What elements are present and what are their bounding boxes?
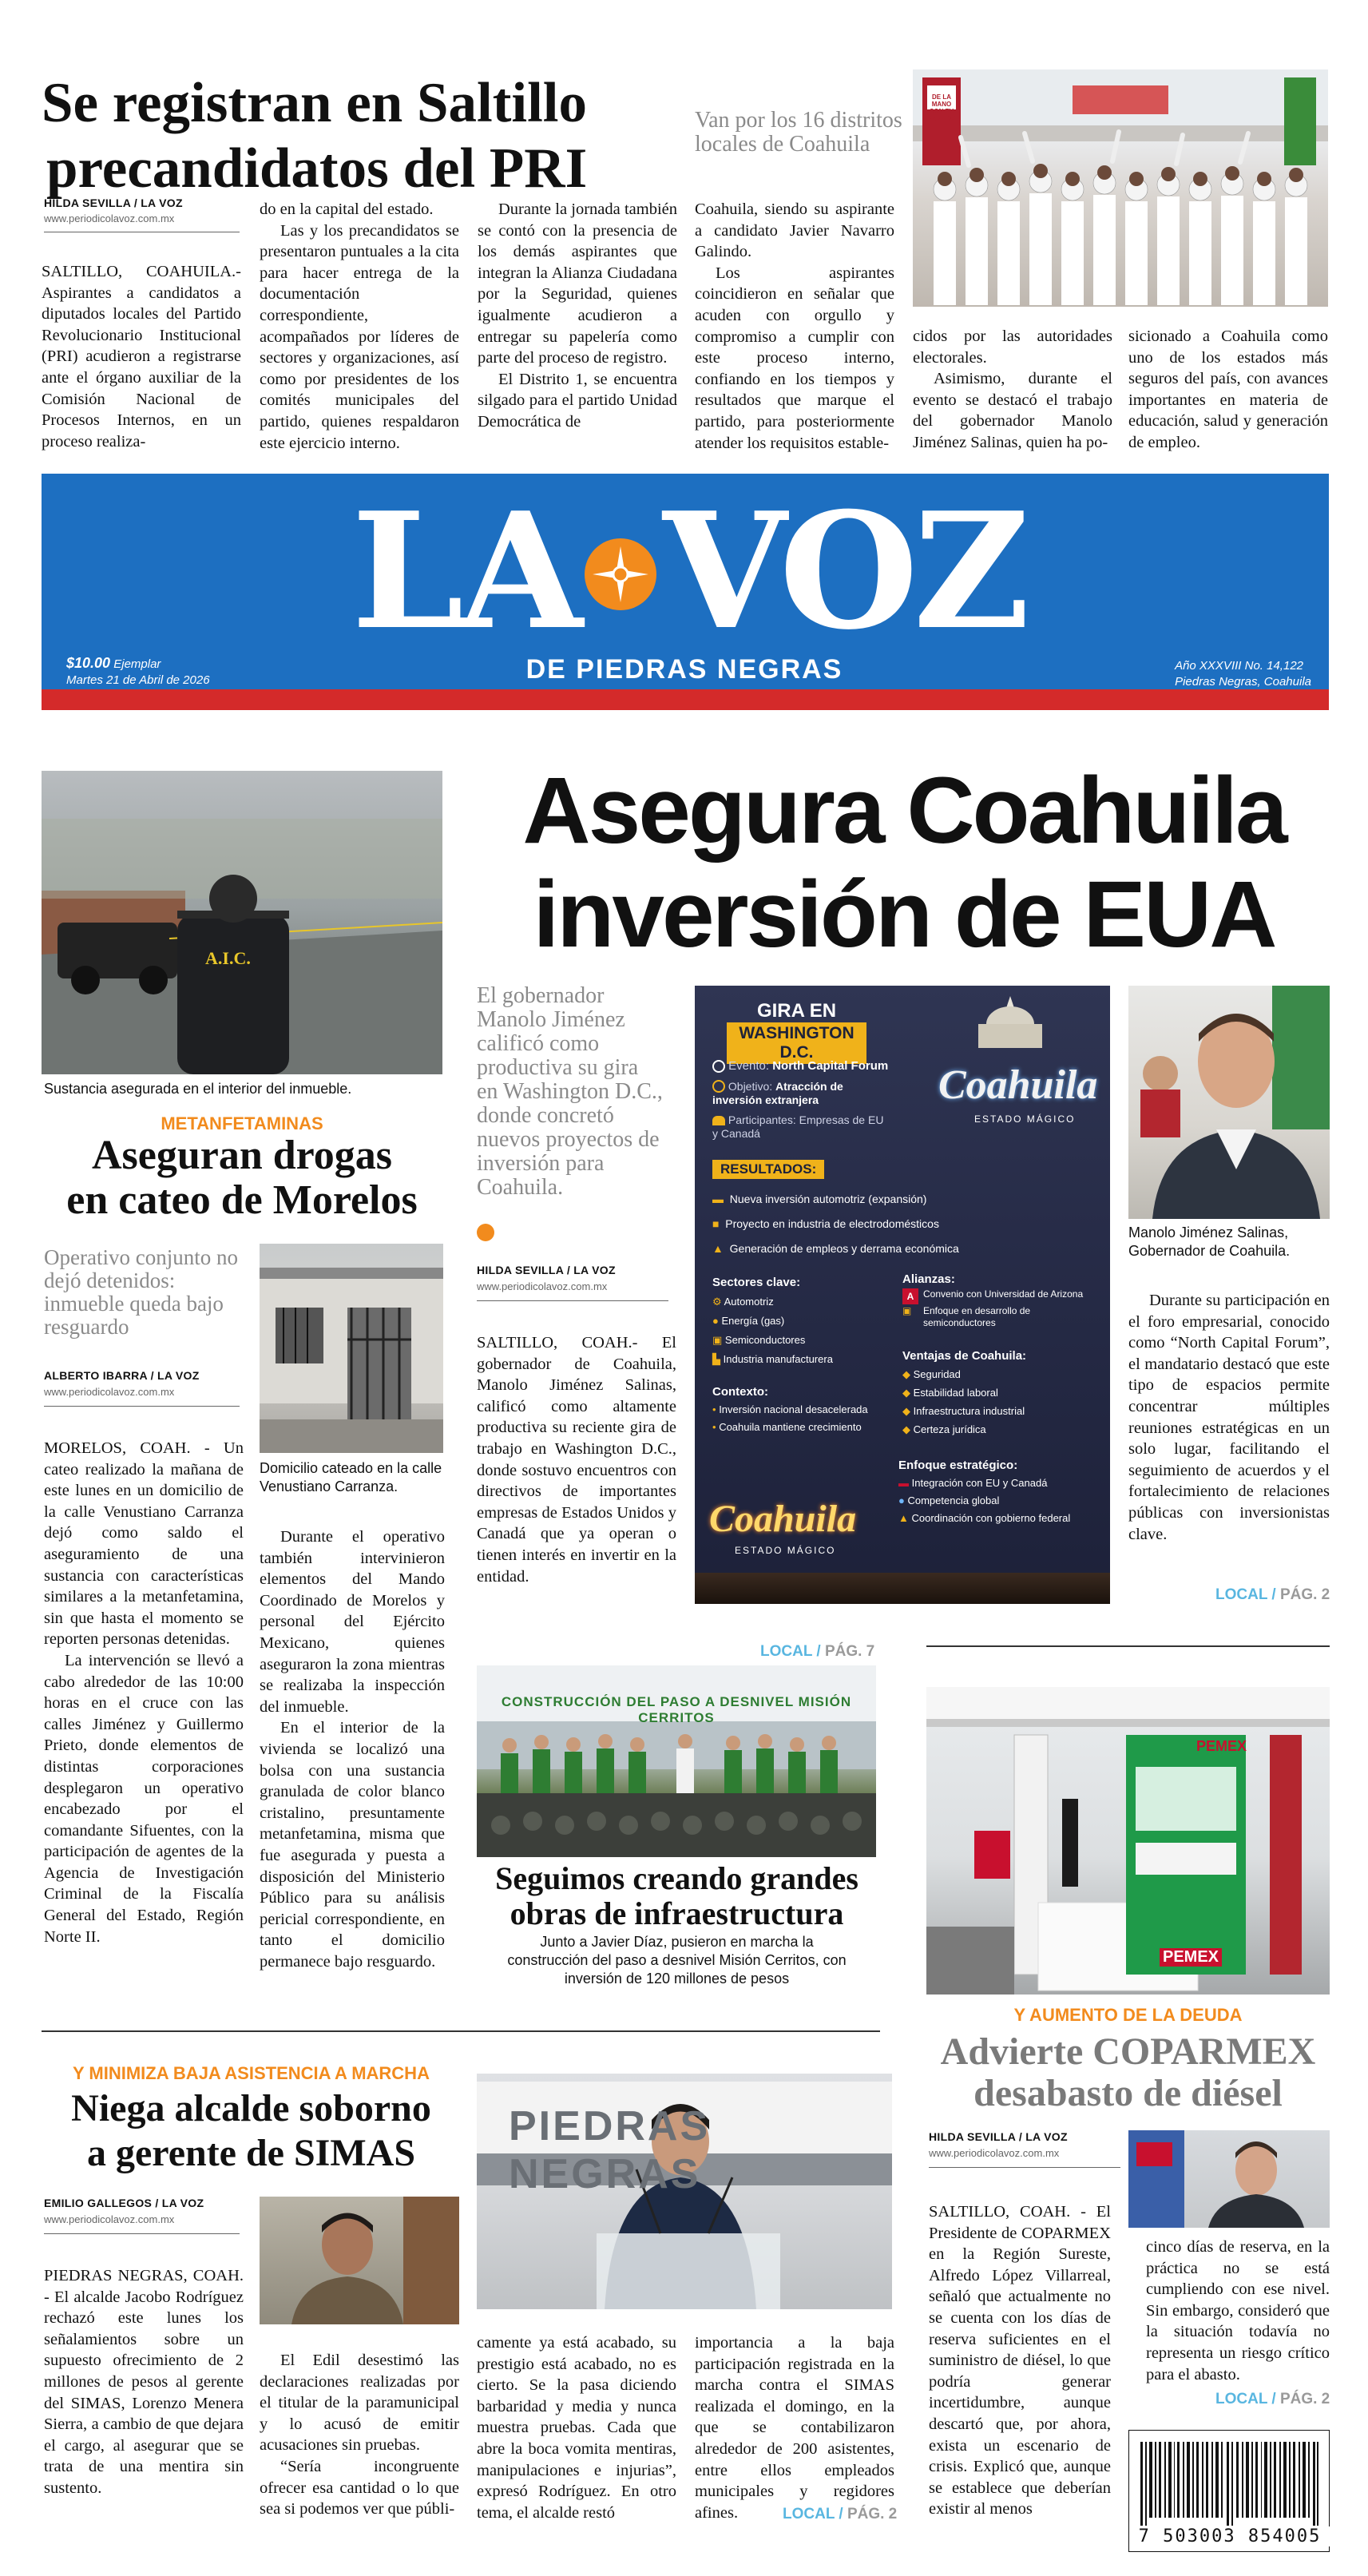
masthead-title-voz: VOZ <box>662 478 1025 665</box>
diesel-headline-line2: desabasto de diésel <box>973 2072 1283 2114</box>
globe-icon <box>712 1060 725 1073</box>
sector-item: ▙ Industria manufacturera <box>712 1353 833 1365</box>
drugs-url[interactable]: www.periodicolavoz.com.mx <box>44 1386 175 1398</box>
sector-item: ▣ Semiconductores <box>712 1334 806 1346</box>
left-column-divider <box>459 771 460 2017</box>
ventaja-item: ◆ Seguridad <box>902 1368 961 1380</box>
infographic-evento-label: Evento: <box>728 1059 770 1073</box>
top-col2: do en la capital del estado. Las y los precandidatos se presentaron puntuales a la cita para hacer entrega de la documentación correspondiente, acompañados por líderes de sectores y organizaciones, así como por presidentes de los comités municipales del partido, quienes respaldaron este ejercicio interno. <box>260 200 459 452</box>
drugs-headline-line2: en cateo de Morelos <box>66 1177 418 1223</box>
masthead-issue-block <box>1175 658 1311 690</box>
top-col6: sicionado a Coahuila como uno de los estados más seguros del país, con avances importantes en materia de educación, salud y generación de empleo. <box>1128 327 1328 451</box>
masthead-subtitle: DE PIEDRAS NEGRAS <box>525 654 843 685</box>
diesel-section-link[interactable]: LOCAL / PÁG. 2 <box>1215 2391 1330 2407</box>
alianzas-title: Alianzas: <box>902 1272 955 1286</box>
infographic-contexto <box>712 1385 884 1435</box>
top-headline[interactable] <box>42 70 680 201</box>
masthead-issue: Año XXXVIII No. 14,122 <box>1175 659 1303 673</box>
simas-byline: EMILIO GALLEGOS / LA VOZ <box>44 2197 204 2209</box>
pri-photo-banner: DE LA MANO CON TU PARTIDO <box>927 93 956 122</box>
drugs-headline-line1: Aseguran drogas <box>91 1133 393 1178</box>
pemex-pump-photo <box>926 1687 1330 1995</box>
growth-icon: ▲ <box>712 1242 724 1255</box>
masthead-date: Martes 21 de Abril de 2026 <box>66 673 210 687</box>
chip-icon: ▣ <box>902 1305 912 1316</box>
mayor-photo-banner: PIEDRAS NEGRAS <box>509 2103 711 2197</box>
factory-icon: ▙ <box>712 1353 720 1365</box>
infra-headline-line1: Seguimos creando grandes <box>495 1860 858 1896</box>
masthead-red-stripe <box>42 689 1329 710</box>
pemex-top-label: PEMEX <box>1196 1738 1247 1754</box>
main-body: SALTILLO, COAH.- El gobernador de Coahuila, Manolo Jiménez Salinas, calificó como altamente productiva su reciente gira de trabajo en Washington D.C., donde sostuvo encuentros con directivos de importantes empresas de Estados Unidos y Canadá que ya operan o tienen interés en invertir en la entidad. <box>477 1334 676 1586</box>
globe-icon: ● <box>898 1494 905 1506</box>
house-photo <box>260 1244 443 1453</box>
diesel-url[interactable]: www.periodicolavoz.com.mx <box>929 2147 1060 2159</box>
main-deck: El gobernador Manolo Jiménez calificó como productiva su gira en Washington D.C., donde concretó nuevos proyectos de inversión para Coahuila. <box>477 983 663 1200</box>
top-deck: Van por los 16 distritos locales de Coahuila <box>695 108 902 157</box>
simas-headline-line2: a gerente de SIMAS <box>86 2132 416 2174</box>
infra-event-photo <box>477 1665 876 1857</box>
drugs-col2: Durante el operativo también intervinieron elementos del Mando Coordinado de Morelos y personal del Ejército Mexicano, quienes aseguraron la zona mientras se realizaba la inspección del inmueble. En el interior de la vivienda se localizó una bolsa con una sustancia granulada de color blanco cristalino, presuntamente metanfetamina, misma que fue asegurada y puesta a disposición del Ministerio Público para su análisis pericial correspondiente, en tanto el domicilio permanece bajo resguardo. <box>260 1528 445 1971</box>
infra-headline[interactable] <box>471 1861 882 1931</box>
contexto-item: • Coahuila mantiene crecimiento <box>712 1421 862 1433</box>
drugs-photo-caption: Sustancia asegurada en el interior del inmueble. <box>44 1081 352 1097</box>
infographic-sectores <box>712 1273 884 1369</box>
orange-dot-icon <box>477 1224 494 1241</box>
diesel-kicker: Y AUMENTO DE LA DEUDA <box>1013 2005 1243 2025</box>
aic-agent-photo <box>42 771 442 1074</box>
barcode <box>1128 2430 1330 2552</box>
drugs-col1: MORELOS, COAH. - Un cateo realizado la mañana de este lunes en un domicilio de la calle Venustiano Carranza dejó como saldo el aseguramiento de una sustancia con características similares a la metanfetamina, sin que hasta el momento se reporten personas detenidas. La intervención se llevó a cabo alrededor de las 10:00 horas en el cruce con las calles Jiménez y Guillermo Prieto, donde elementos de distintas corporaciones desplegaron un operativo encabezado por el comandante Sifuentes, con la participación de agentes de la Agencia de Investigación Criminal de la Fiscalía General del Estado, Región Norte II. <box>44 1439 244 1946</box>
masthead-price: $10.00 <box>66 655 111 671</box>
main-byline-rule <box>477 1300 668 1301</box>
top-headline-line1: Se registran en Saltillo <box>42 72 588 134</box>
infra-headline-line2: obras de infraestructura <box>510 1895 844 1931</box>
top-col4: Coahuila, siendo su aspirante a candidato Javier Navarro Galindo. Los aspirantes coincidieron en señalar que acuden con orgullo y compromiso a cumplir con este proceso interno, confiando en los tiempos y resultados que marque el partido, para posteriormente atender los requisitos estable- <box>695 200 894 452</box>
infographic-participantes: Empresas de EU y Canadá <box>712 1113 884 1140</box>
infographic-alianzas <box>902 1273 1102 1329</box>
government-icon: ▲ <box>898 1512 909 1524</box>
diesel-byline-rule <box>929 2167 1120 2168</box>
diesel-headline[interactable] <box>926 2031 1330 2114</box>
infographic-enfoque <box>898 1457 1106 1527</box>
main-byline: HILDA SEVILLA / LA VOZ <box>477 1264 616 1276</box>
drugs-byline: ALBERTO IBARRA / LA VOZ <box>44 1369 200 1382</box>
main-headline-line1: Asegura Coahuila <box>522 758 1286 863</box>
infra-section-link[interactable]: LOCAL / PÁG. 7 <box>760 1643 875 1660</box>
simas-headline-line1: Niega alcalde soborno <box>71 2087 431 2129</box>
alianza-item: ▣ Enfoque en desarrollo de semiconductores <box>902 1305 1031 1328</box>
pemex-bottom-label: PEMEX <box>1160 1948 1222 1967</box>
mayor-podium-photo <box>477 2074 892 2309</box>
simas-col3: camente ya está acabado, su prestigio está acabado, no es cierto. Se la pasa diciendo barbaridad y media y nunca muestra pruebas. Cada que abre la boca vomita mentiras, manipulaciones e injurias”, expresó Rodríguez. En otro tema, el alcalde restó <box>477 2334 676 2522</box>
infographic-event-row <box>712 1059 888 1073</box>
barcode-number: 7 503003 854005 <box>1129 2526 1330 2546</box>
building-icon: ◆ <box>902 1405 910 1417</box>
barcode-bars-icon <box>1140 2442 1319 2526</box>
diesel-col2: cinco días de reserva, en la práctica no se está cumpliendo con ese nivel. Sin embargo, consideró que la situación todavía no representa un riesgo crítico para el abasto. <box>1146 2238 1330 2383</box>
infographic-brand-sub-top: ESTADO MÁGICO <box>974 1113 1076 1125</box>
shield-icon: ◆ <box>902 1368 910 1380</box>
infographic-objective-row <box>712 1080 888 1107</box>
masthead-title <box>313 478 1064 665</box>
resultado-item: ■ Proyecto en industria de electrodomésticos <box>712 1217 939 1230</box>
drugs-kicker: METANFETAMINAS <box>161 1113 323 1133</box>
menera-photo <box>260 2197 459 2324</box>
masthead-title-la: LA <box>351 478 578 665</box>
infographic-brand-top: Coahuila <box>938 1062 1098 1108</box>
infographic-resultados-list <box>712 1187 1088 1261</box>
aic-vest-label: A.I.C. <box>205 948 251 968</box>
infographic-objetivo: Atracción de inversión extranjera <box>712 1080 843 1106</box>
contexto-item: • Inversión nacional desacelerada <box>712 1403 868 1415</box>
drugs-headline[interactable] <box>42 1133 442 1223</box>
car-icon: ▬ <box>712 1193 724 1205</box>
masthead-price-block <box>66 655 210 689</box>
sectores-title: Sectores clave: <box>712 1276 801 1289</box>
infographic-participantes-label: Participantes: <box>728 1113 796 1126</box>
enfoque-item: ● Competencia global <box>898 1494 1000 1506</box>
main-headline-line2: inversión de EUA <box>533 862 1275 967</box>
washington-infographic[interactable] <box>695 986 1110 1604</box>
simas-col1: PIEDRAS NEGRAS, COAH. - El alcalde Jacobo Rodríguez rechazó este lunes los señalamientos sobre un supuesto ofrecimiento de 2 millones de pesos al gerente del SIMAS, Lorenzo Menera Sierra, a cambio de que dejara el cargo, al asegurar que se trata de una mentira sin sustento. <box>44 2267 244 2497</box>
infographic-resultados-title: RESULTADOS: <box>712 1160 824 1179</box>
top-byline: HILDA SEVILLA / LA VOZ <box>44 196 183 209</box>
ventaja-item: ◆ Certeza jurídica <box>902 1423 986 1435</box>
top-headline-line2: precandidatos del PRI <box>46 137 588 200</box>
top-url[interactable]: www.periodicolavoz.com.mx <box>44 212 175 224</box>
governor-caption: Manolo Jiménez Salinas, Gobernador de Coahuila. <box>1128 1224 1291 1259</box>
resultado-item: ▬ Nueva inversión automotriz (expansión) <box>712 1193 927 1205</box>
handshake-icon: ◆ <box>902 1387 910 1399</box>
main-right-col: Durante su participación en el foro empresarial, conocido como “North Capital Forum”, el mandatario destacó que este tipo de espacios permite concentrar múltiples reuniones estratégicas en un solo lugar, facilitando el seguimiento de acuerdos y el fortalecimiento de relaciones públicas con inversionistas clave. <box>1128 1292 1330 1543</box>
resultado-item: ▲ Generación de empleos y derrama económica <box>712 1242 959 1255</box>
contexto-title: Contexto: <box>712 1385 768 1399</box>
infographic-title-line1: GIRA EN <box>756 1000 837 1022</box>
masthead[interactable] <box>42 474 1329 710</box>
infra-summary: Junto a Javier Díaz, pusieron en marcha la construcción del paso a desnivel Misión Cerritos, con inversión de 120 millones de pesos <box>507 1934 847 1987</box>
capitol-dome-icon <box>966 992 1054 1048</box>
target-icon <box>712 1080 725 1093</box>
coparmex-photo <box>1128 2130 1330 2228</box>
infographic-skyline <box>695 1573 1110 1604</box>
top-col1: SALTILLO, COAHUILA.- Aspirantes a candidatos a diputados locales del Partido Revolucionario Institucional (PRI) acudieron a registrarse ante el órgano auxiliar de la Comisión Nacional de Procesos Internos, en un proceso realiza- <box>42 263 241 451</box>
scales-icon: ◆ <box>902 1423 910 1435</box>
simas-col2: El Edil desestimó las declaraciones realizadas por el titular de la paramunicipal y lo acusó de emitir acusaciones sin pruebas. “Sería incongruente ofrecer esa cantidad o lo que sea si podemos ver que públi- <box>260 2352 459 2518</box>
enfoque-item: ▬ Integración con EU y Canadá <box>898 1477 1048 1489</box>
alianza-item: A Convenio con Universidad de Arizona <box>902 1288 1102 1300</box>
main-url[interactable]: www.periodicolavoz.com.mx <box>477 1280 608 1292</box>
main-bottom-rule <box>926 1645 1330 1647</box>
drugs-deck: Operativo conjunto no dejó detenidos: inmueble queda bajo resguardo <box>44 1245 238 1339</box>
infographic-ventajas <box>902 1347 1102 1439</box>
diesel-headline-line1: Advierte COPARMEX <box>940 2030 1316 2073</box>
house-photo-caption: Domicilio cateado en la calle Venustiano Carranza. <box>260 1460 442 1494</box>
drugs-byline-rule <box>44 1406 240 1407</box>
enfoque-title: Enfoque estratégico: <box>898 1459 1018 1472</box>
infographic-brand-sub-bottom: ESTADO MÁGICO <box>735 1545 836 1556</box>
infographic-brand-bottom: Coahuila <box>709 1498 857 1540</box>
infographic-title <box>727 1000 866 1064</box>
ventaja-item: ◆ Infraestructura industrial <box>902 1405 1025 1417</box>
diesel-col1: SALTILLO, COAH. - El Presidente de COPARMEX en la Región Sureste, Alfredo López Villarreal, señaló que actualmente no se cuenta con los días de reserva suficientes en el suministro de diésel, lo que podría generar incertidumbre, aunque descartó que, por ahora, exista un escenario de crisis. Explicó que, aunque se establece que deberían existir al menos <box>929 2203 1111 2518</box>
gear-icon: ⚙ <box>712 1296 722 1308</box>
top-col5: cidos por las autoridades electorales. Asimismo, durante el evento se destacó el trabajo del gobernador Manolo Jiménez Salinas, quien ha po- <box>913 327 1112 451</box>
university-icon: A <box>902 1288 918 1304</box>
simas-col4: importancia a la baja participación registrada en la marcha contra el SIMAS realizada el domingo, en la que se contabilizaron alrededor de 200 asistentes, entre ellos empleados municipales y regidores afines. <box>695 2334 894 2522</box>
simas-top-rule <box>42 2030 880 2032</box>
people-icon <box>712 1116 725 1125</box>
pri-event-photo <box>913 69 1328 307</box>
flame-icon: ● <box>712 1315 719 1327</box>
sector-item: ● Energía (gas) <box>712 1315 785 1327</box>
chip-icon: ▣ <box>712 1334 723 1346</box>
simas-byline-rule <box>44 2233 240 2234</box>
infra-photo-banner: CONSTRUCCIÓN DEL PASO A DESNIVEL MISIÓN CERRITOS <box>501 1694 852 1725</box>
simas-url[interactable]: www.periodicolavoz.com.mx <box>44 2213 175 2225</box>
masthead-location: Piedras Negras, Coahuila <box>1175 675 1311 689</box>
enfoque-item: ▲ Coordinación con gobierno federal <box>898 1512 1071 1524</box>
simas-kicker: Y MINIMIZA BAJA ASISTENCIA A MARCHA <box>73 2063 430 2083</box>
ventajas-title: Ventajas de Coahuila: <box>902 1349 1027 1363</box>
ventaja-item: ◆ Estabilidad laboral <box>902 1387 998 1399</box>
flag-icon: ▬ <box>898 1477 909 1489</box>
infographic-objetivo-label: Objetivo: <box>728 1080 773 1093</box>
masthead-price-label: Ejemplar <box>113 657 161 671</box>
main-headline[interactable] <box>473 759 1335 966</box>
governor-photo <box>1128 986 1330 1219</box>
infographic-title-line2: WASHINGTON D.C. <box>727 1022 866 1064</box>
infographic-participants-row <box>712 1113 888 1141</box>
simas-headline[interactable] <box>42 2086 461 2176</box>
main-section-link[interactable]: LOCAL / PÁG. 2 <box>1215 1586 1330 1603</box>
top-col3: Durante la jornada también se contó con la presencia de los demás aspirantes que integran la Alianza Ciudadana por la Seguridad, quienes igualmente acudieron a entregar su papelería como parte del proceso de registro. El Distrito 1, se encuentra silgado para el partido Unidad Democrática de <box>478 200 677 431</box>
diesel-byline: HILDA SEVILLA / LA VOZ <box>929 2130 1068 2143</box>
infographic-evento: North Capital Forum <box>772 1059 889 1073</box>
appliance-icon: ■ <box>712 1217 720 1230</box>
sector-item: ⚙ Automotriz <box>712 1296 774 1308</box>
simas-section-link[interactable]: LOCAL / PÁG. 2 <box>783 2506 898 2522</box>
masthead-star-icon <box>585 538 656 610</box>
